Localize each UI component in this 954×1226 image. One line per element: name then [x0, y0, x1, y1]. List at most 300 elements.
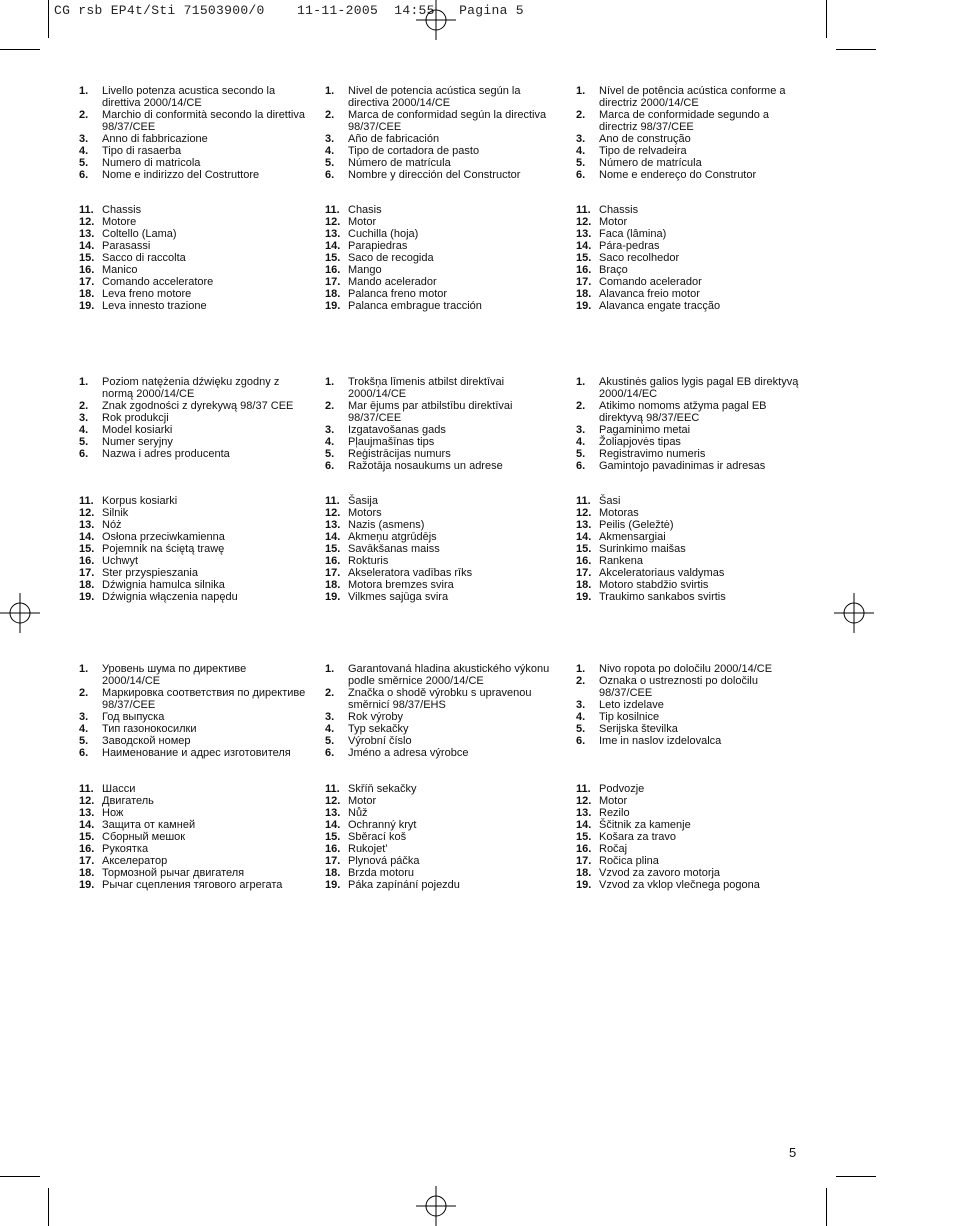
item-text: Rukojet’ [348, 843, 388, 855]
list-item [325, 169, 553, 181]
list-item [79, 252, 307, 264]
item-number: 2. [576, 675, 586, 687]
list-item [576, 252, 804, 264]
item-number: 3. [576, 699, 586, 711]
list-item [576, 579, 804, 591]
list-item [79, 567, 307, 579]
item-text: Rokturis [348, 555, 389, 567]
item-text: Número de matrícula [599, 157, 702, 169]
item-text: Motore [102, 216, 137, 228]
list-item [576, 460, 804, 472]
item-text: Peilis (Geležtė) [599, 519, 674, 531]
item-text: Alavanca freio motor [599, 288, 700, 300]
item-text: Korpus kosiarki [102, 495, 178, 507]
item-number: 14. [325, 531, 341, 543]
item-text: Rezilo [599, 807, 630, 819]
item-text: Model kosiarki [102, 424, 173, 436]
item-text: Marca de conformidade segundo a directriz 98/37/CEE [599, 109, 769, 133]
item-number: 14. [576, 240, 592, 252]
item-text: Podvozje [599, 783, 645, 795]
item-text: Numero di matricola [102, 157, 201, 169]
item-text: Palanca freno motor [348, 288, 448, 300]
item-number: 14. [325, 240, 341, 252]
crop-mark-top-left-h [0, 49, 40, 50]
item-number: 14. [576, 531, 592, 543]
item-number: 16. [79, 555, 95, 567]
item-text: Parapiedras [348, 240, 408, 252]
item-text: Značka o shodě výrobku s upravenou směrnicí 98/37/EHS [348, 687, 532, 711]
legend-block-top [325, 85, 553, 181]
item-number: 14. [79, 531, 95, 543]
list-item [325, 711, 553, 723]
list-item [79, 519, 307, 531]
legend-block-bottom [79, 495, 307, 603]
item-text: Cuchilla (hoja) [348, 228, 419, 240]
item-text: Pára-pedras [599, 240, 660, 252]
list-item [576, 867, 804, 879]
list-item [576, 145, 804, 157]
item-text: Año de fabricación [348, 133, 440, 145]
item-text: Manico [102, 264, 138, 276]
list-item [576, 723, 804, 735]
item-number: 11. [576, 495, 591, 507]
registration-mark-bottom-icon [416, 1186, 456, 1226]
item-text: Leva innesto trazione [102, 300, 207, 312]
list-item [79, 448, 307, 460]
list-item [576, 855, 804, 867]
item-number: 6. [576, 735, 586, 747]
item-number: 17. [325, 855, 341, 867]
legend-block-top [576, 663, 804, 747]
item-number: 19. [576, 879, 592, 891]
list-item [325, 400, 553, 424]
item-number: 2. [325, 400, 335, 412]
list-item [576, 831, 804, 843]
item-number: 12. [576, 795, 592, 807]
list-item [576, 376, 804, 400]
legend-block-top [576, 85, 804, 181]
item-text: Маркировка соответствия по директиве 98/37/CEE [102, 687, 306, 711]
item-number: 13. [79, 807, 95, 819]
item-number: 2. [325, 687, 335, 699]
item-number: 14. [576, 819, 592, 831]
item-number: 17. [325, 276, 341, 288]
item-number: 11. [576, 783, 591, 795]
item-number: 3. [79, 133, 89, 145]
item-text: Chassis [599, 204, 639, 216]
list-item [79, 288, 307, 300]
list-item [576, 400, 804, 424]
list-item [576, 157, 804, 169]
item-text: Motor [348, 216, 377, 228]
item-number: 6. [79, 448, 89, 460]
list-item [576, 204, 804, 216]
item-text: Oznaka o ustreznosti po določilu 98/37/CEE [599, 675, 758, 699]
item-text: Traukimo sankabos svirtis [599, 591, 726, 603]
list-item [325, 436, 553, 448]
item-number: 14. [79, 240, 95, 252]
item-number: 16. [325, 843, 341, 855]
list-item [79, 843, 307, 855]
list-item [576, 519, 804, 531]
list-item [79, 687, 307, 711]
list-item [79, 400, 307, 412]
list-item [325, 109, 553, 133]
list-item [325, 240, 553, 252]
item-text: Mando acelerador [348, 276, 437, 288]
list-item [79, 216, 307, 228]
item-text: Рычаг сцепления тягового агрегата [102, 879, 283, 891]
list-item [79, 531, 307, 543]
item-number: 5. [79, 436, 89, 448]
item-text: Ster przyspieszania [102, 567, 198, 579]
list-item [325, 145, 553, 157]
item-number: 17. [79, 567, 95, 579]
item-text: Nivel de potencia acústica según la directiva 2000/14/CE [348, 85, 521, 109]
item-text: Motor [599, 795, 628, 807]
item-number: 17. [576, 567, 592, 579]
list-item [325, 783, 553, 795]
item-text: Тип газонокосилки [102, 723, 197, 735]
item-number: 3. [325, 424, 335, 436]
item-number: 18. [576, 867, 592, 879]
list-item [576, 807, 804, 819]
list-item [325, 723, 553, 735]
item-number: 5. [325, 157, 335, 169]
item-text: Košara za travo [599, 831, 677, 843]
list-item [325, 735, 553, 747]
crop-mark-bottom-left-v [48, 1188, 49, 1226]
item-text: Výrobní číslo [348, 735, 412, 747]
item-number: 3. [79, 412, 89, 424]
item-text: Marca de conformidad según la directiva 98/37/CEE [348, 109, 547, 133]
item-number: 4. [79, 424, 89, 436]
item-text: Trokšņa līmenis atbilst direktīvai 2000/14/CE [348, 376, 505, 400]
item-number: 16. [576, 843, 592, 855]
list-item [325, 567, 553, 579]
legend-block-top [325, 376, 553, 472]
item-number: 3. [325, 711, 335, 723]
item-number: 12. [325, 507, 341, 519]
list-item [79, 424, 307, 436]
list-item [325, 133, 553, 145]
item-text: Год выпуска [102, 711, 165, 723]
item-text: Tipo de relvadeira [599, 145, 687, 157]
list-item [576, 591, 804, 603]
item-text: Vzvod za zavoro motorja [599, 867, 721, 879]
item-text: Sacco di raccolta [102, 252, 186, 264]
list-item [325, 531, 553, 543]
list-item [325, 300, 553, 312]
item-text: Livello potenza acustica secondo la direttiva 2000/14/CE [102, 85, 276, 109]
legend-block-bottom [79, 783, 307, 891]
item-text: Tip kosilnice [599, 711, 660, 723]
list-item [576, 109, 804, 133]
item-number: 16. [79, 843, 95, 855]
item-text: Ščitnik za kamenje [599, 819, 691, 831]
list-item [576, 663, 804, 675]
legend-block-bottom [576, 204, 804, 312]
list-item [79, 855, 307, 867]
item-text: Faca (lâmina) [599, 228, 667, 240]
item-text: Тормозной рычаг двигателя [102, 867, 245, 879]
item-number: 16. [325, 555, 341, 567]
list-item [576, 448, 804, 460]
list-item [79, 735, 307, 747]
list-item [325, 507, 553, 519]
item-number: 2. [79, 109, 89, 121]
item-text: Nazwa i adres producenta [102, 448, 230, 460]
list-item [325, 448, 553, 460]
page-number: 5 [789, 1145, 797, 1160]
item-text: Páka zapínání pojezdu [348, 879, 460, 891]
item-text: Reģistrācijas numurs [348, 448, 451, 460]
item-text: Comando acceleratore [102, 276, 214, 288]
item-number: 1. [325, 663, 335, 675]
item-text: Surinkimo maišas [599, 543, 686, 555]
list-item [576, 169, 804, 181]
legend-block-bottom [325, 204, 553, 312]
legend-block-top [79, 85, 307, 181]
item-number: 15. [79, 543, 95, 555]
item-number: 4. [79, 723, 89, 735]
list-item [576, 495, 804, 507]
item-text: Dźwignia hamulca silnika [102, 579, 225, 591]
list-item [79, 109, 307, 133]
item-text: Уровень шума по директиве 2000/14/CE [102, 663, 247, 687]
item-number: 14. [79, 819, 95, 831]
list-item [325, 495, 553, 507]
list-item [325, 687, 553, 711]
item-number: 18. [79, 867, 95, 879]
list-item [79, 723, 307, 735]
list-item [576, 555, 804, 567]
item-text: Ochranný kryt [348, 819, 417, 831]
item-text: Sběrací koš [348, 831, 407, 843]
list-item [325, 204, 553, 216]
list-item [325, 819, 553, 831]
list-item [79, 867, 307, 879]
item-text: Akmeņu atgrūdējs [348, 531, 437, 543]
list-item [79, 436, 307, 448]
item-number: 19. [325, 591, 341, 603]
list-item [79, 663, 307, 687]
item-text: Tipo de cortadora de pasto [348, 145, 480, 157]
item-number: 19. [79, 591, 95, 603]
item-text: Tipo di rasaerba [102, 145, 182, 157]
item-text: Motor [348, 795, 377, 807]
item-number: 19. [576, 300, 592, 312]
list-item [79, 795, 307, 807]
list-item [325, 424, 553, 436]
item-number: 18. [79, 288, 95, 300]
item-number: 15. [576, 252, 592, 264]
list-item [325, 831, 553, 843]
item-number: 14. [325, 819, 341, 831]
legend-block-bottom [325, 495, 553, 603]
item-number: 1. [79, 663, 89, 675]
item-text: Žoliapjovės tipas [599, 436, 681, 448]
item-text: Akustinės galios lygis pagal EB direktyvą 2000/14/EC [599, 376, 799, 400]
crop-mark-top-right-v [826, 0, 827, 38]
item-text: Motora bremzes svira [348, 579, 454, 591]
list-item [576, 711, 804, 723]
registration-mark-top-icon [416, 0, 456, 40]
item-number: 6. [325, 747, 335, 759]
crop-mark-bottom-left-h [0, 1176, 40, 1177]
item-number: 3. [576, 424, 586, 436]
list-item [576, 264, 804, 276]
registration-mark-left-icon [0, 593, 40, 633]
item-number: 13. [576, 807, 592, 819]
list-item [325, 591, 553, 603]
list-item [576, 300, 804, 312]
legend-block-bottom [325, 783, 553, 891]
item-number: 1. [325, 376, 335, 388]
item-text: Palanca embrague tracción [348, 300, 482, 312]
item-text: Rankena [599, 555, 644, 567]
legend-block-top [325, 663, 553, 759]
item-text: Pļaujmašīnas tips [348, 436, 435, 448]
list-item [79, 495, 307, 507]
list-item [79, 555, 307, 567]
item-text: Saco recolhedor [599, 252, 680, 264]
item-number: 5. [79, 157, 89, 169]
item-text: Nivo ropota po določilu 2000/14/CE [599, 663, 773, 675]
list-item [79, 819, 307, 831]
item-number: 18. [325, 867, 341, 879]
item-text: Pagaminimo metai [599, 424, 691, 436]
item-number: 6. [576, 169, 586, 181]
list-item [79, 831, 307, 843]
item-text: Chasis [348, 204, 382, 216]
item-text: Nome e indirizzo del Costruttore [102, 169, 260, 181]
list-item [325, 85, 553, 109]
item-text: Savākšanas maiss [348, 543, 440, 555]
item-number: 12. [79, 216, 95, 228]
item-number: 17. [576, 276, 592, 288]
item-text: Ročica plina [599, 855, 659, 867]
item-text: Nůž [348, 807, 368, 819]
item-text: Защита от камней [102, 819, 196, 831]
item-text: Ražotāja nosaukums un adrese [348, 460, 503, 472]
item-text: Numer seryjny [102, 436, 173, 448]
item-number: 12. [576, 216, 592, 228]
item-text: Silnik [102, 507, 129, 519]
item-number: 19. [79, 879, 95, 891]
list-item [325, 376, 553, 400]
item-number: 15. [79, 252, 95, 264]
item-text: Нож [102, 807, 124, 819]
item-number: 1. [79, 85, 89, 97]
item-text: Comando acelerador [599, 276, 702, 288]
item-number: 15. [325, 543, 341, 555]
item-text: Ime in naslov izdelovalca [599, 735, 722, 747]
list-item [325, 855, 553, 867]
print-header: CG rsb EP4t/Sti 71503900/0 11-11-2005 14:55 Pagina 5 [54, 3, 524, 18]
item-text: Nome e endereço do Construtor [599, 169, 757, 181]
item-text: Skříň sekačky [348, 783, 417, 795]
item-text: Сборный мешок [102, 831, 186, 843]
item-text: Mango [348, 264, 382, 276]
item-number: 19. [79, 300, 95, 312]
list-item [576, 843, 804, 855]
list-item [576, 879, 804, 891]
item-number: 19. [325, 879, 341, 891]
item-number: 11. [325, 204, 340, 216]
item-number: 4. [79, 145, 89, 157]
list-item [325, 795, 553, 807]
list-item [576, 85, 804, 109]
item-number: 18. [576, 288, 592, 300]
item-number: 11. [576, 204, 591, 216]
item-number: 15. [325, 252, 341, 264]
legend-block-top [79, 376, 307, 460]
item-number: 13. [325, 519, 341, 531]
list-item [325, 519, 553, 531]
item-text: Vilkmes sajūga svira [348, 591, 449, 603]
item-text: Anno di fabbricazione [102, 133, 208, 145]
item-number: 17. [79, 855, 95, 867]
list-item [79, 807, 307, 819]
item-text: Garantovaná hladina akustického výkonu podle směrnice 2000/14/CE [348, 663, 550, 687]
list-item [576, 133, 804, 145]
legend-block-bottom [79, 204, 307, 312]
item-text: Atikimo nomoms atžyma pagal EB direktyvą 98/37/EEC [599, 400, 767, 424]
item-number: 3. [576, 133, 586, 145]
list-item [79, 85, 307, 109]
list-item [79, 157, 307, 169]
item-text: Akmensargiai [599, 531, 666, 543]
list-item [576, 795, 804, 807]
item-number: 12. [79, 795, 95, 807]
item-number: 6. [325, 460, 335, 472]
list-item [79, 204, 307, 216]
list-item [325, 288, 553, 300]
item-number: 16. [576, 264, 592, 276]
legend-block-top [576, 376, 804, 472]
list-item [576, 735, 804, 747]
item-text: Plynová páčka [348, 855, 420, 867]
list-item [325, 460, 553, 472]
item-number: 12. [79, 507, 95, 519]
item-number: 6. [576, 460, 586, 472]
item-number: 4. [325, 145, 335, 157]
item-text: Nombre y dirección del Constructor [348, 169, 521, 181]
item-number: 15. [79, 831, 95, 843]
item-number: 19. [576, 591, 592, 603]
list-item [79, 228, 307, 240]
list-item [325, 228, 553, 240]
item-text: Izgatavošanas gads [348, 424, 446, 436]
item-text: Nazis (asmens) [348, 519, 425, 531]
list-item [576, 531, 804, 543]
item-text: Ano de construção [599, 133, 691, 145]
item-text: Marchio di conformità secondo la direttiva 98/37/CEE [102, 109, 305, 133]
item-number: 11. [325, 495, 340, 507]
item-number: 5. [79, 735, 89, 747]
item-number: 16. [325, 264, 341, 276]
item-number: 2. [576, 109, 586, 121]
list-item [325, 843, 553, 855]
list-item [576, 276, 804, 288]
legend-block-top [79, 663, 307, 759]
list-item [79, 240, 307, 252]
item-number: 5. [576, 157, 586, 169]
list-item [79, 145, 307, 157]
crop-mark-top-left-v [48, 0, 49, 38]
item-number: 1. [325, 85, 335, 97]
